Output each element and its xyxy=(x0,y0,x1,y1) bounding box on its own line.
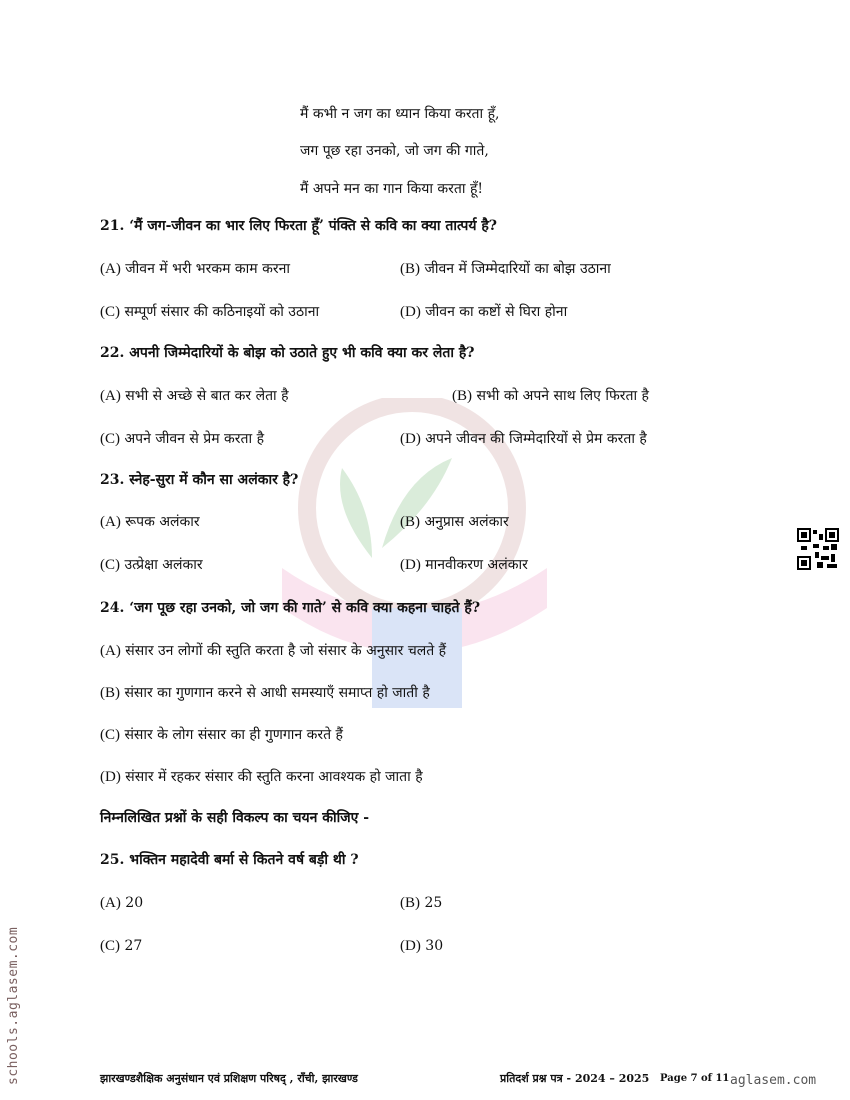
option-24-c: (C) संसार के लोग संसार का ही गुणगान करते हैं xyxy=(100,727,343,743)
option-21-d: (D) जीवन का कष्टों से घिरा होना xyxy=(400,304,568,320)
option-25-b: (B) 25 xyxy=(400,895,443,911)
option-24-d: (D) संसार में रहकर संसार की स्तुति करना आवश्यक हो जाता है xyxy=(100,769,423,785)
option-24-a: (A) संसार उन लोगों की स्तुति करता है जो संसार के अनुसार चलते हैं xyxy=(100,643,447,659)
section-instruction: निम्नलिखित प्रश्नों के सही विकल्प का चयन कीजिए - xyxy=(100,810,370,826)
option-21-a: (A) जीवन में भरी भरकम काम करना xyxy=(100,261,290,277)
option-22-d: (D) अपने जीवन की जिम्मेदारियों से प्रेम करता है xyxy=(400,431,647,447)
option-22-b: (B) सभी को अपने साथ लिए फिरता है xyxy=(452,388,649,404)
option-21-c: (C) सम्पूर्ण संसार की कठिनाइयों को उठाना xyxy=(100,304,320,320)
option-25-d: (D) 30 xyxy=(400,938,444,954)
poem-line-3: मैं अपने मन का गान किया करता हूँ! xyxy=(300,181,484,197)
option-22-c: (C) अपने जीवन से प्रेम करता है xyxy=(100,431,265,447)
option-25-c: (C) 27 xyxy=(100,938,143,954)
question-21: 21. ‘मैं जग-जीवन का भार लिए फिरता हूँ’ पंक्ति से कवि का क्या तात्पर्य है? xyxy=(100,218,497,234)
question-22: 22. अपनी जिम्मेदारियों के बोझ को उठाते हुए भी कवि क्या कर लेता है? xyxy=(100,345,475,361)
question-25: 25. भक्तिन महादेवी बर्मा से कितने वर्ष बड़ी थी ? xyxy=(100,852,359,868)
option-23-b: (B) अनुप्रास अलंकार xyxy=(400,514,509,530)
qr-code-icon xyxy=(797,528,839,570)
option-21-b: (B) जीवन में जिम्मेदारियों का बोझ उठाना xyxy=(400,261,611,277)
option-23-a: (A) रूपक अलंकार xyxy=(100,514,200,530)
option-22-a: (A) सभी से अच्छे से बात कर लेता है xyxy=(100,388,289,404)
question-23: 23. स्नेह-सुरा में कौन सा अलंकार है? xyxy=(100,472,299,488)
footer-org: झारखण्डशैक्षिक अनुसंधान एवं प्रशिक्षण परिषद् , राँची, झारखण्ड xyxy=(100,1072,358,1085)
option-23-d: (D) मानवीकरण अलंकार xyxy=(400,557,528,573)
side-watermark-url: schools.aglasem.com xyxy=(6,926,21,1085)
footer-brand: aglasem.com xyxy=(730,1073,817,1088)
option-24-b: (B) संसार का गुणगान करने से आधी समस्याएँ समाप्त हो जाती है xyxy=(100,685,430,701)
option-25-a: (A) 20 xyxy=(100,895,144,911)
footer-page-number: Page 7 of 11 xyxy=(660,1073,730,1084)
question-24: 24. ‘जग पूछ रहा उनको, जो जग की गाते’ से कवि क्या कहना चाहते हैं? xyxy=(100,600,481,616)
poem-line-2: जग पूछ रहा उनको, जो जग की गाते, xyxy=(300,143,489,159)
option-23-c: (C) उत्प्रेक्षा अलंकार xyxy=(100,557,203,573)
footer-paper: प्रतिदर्श प्रश्न पत्र - 2024 – 2025 xyxy=(500,1072,650,1085)
poem-line-1: मैं कभी न जग का ध्यान किया करता हूँ, xyxy=(300,106,500,122)
